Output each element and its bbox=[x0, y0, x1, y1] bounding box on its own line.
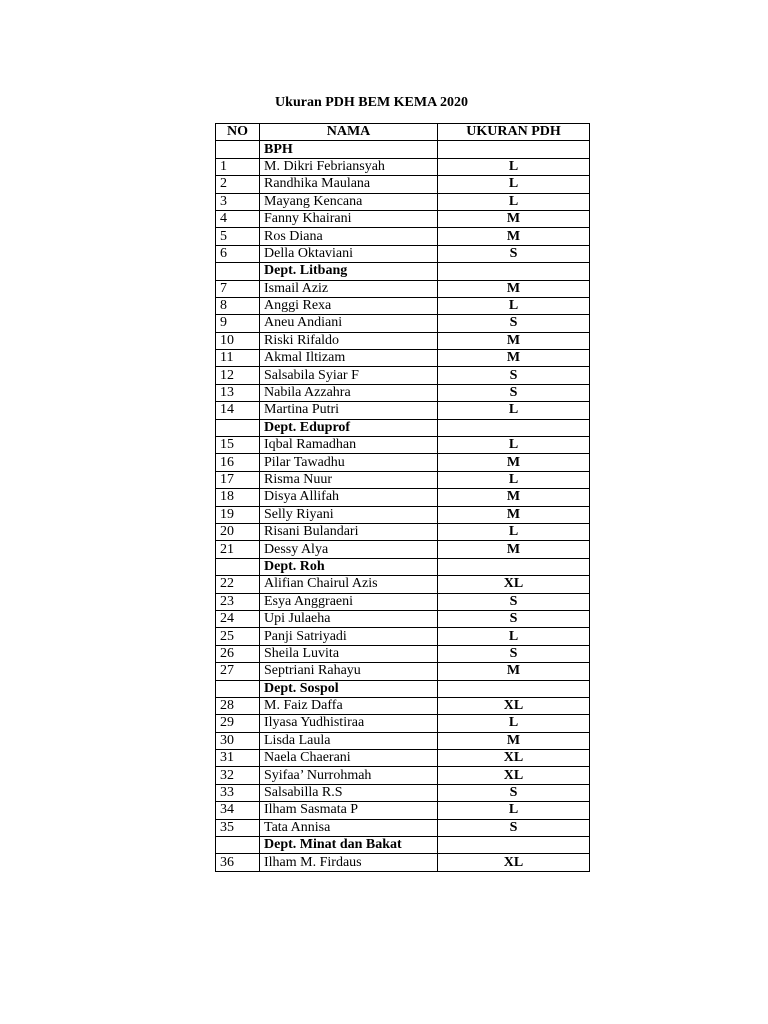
row-number: 23 bbox=[216, 593, 260, 610]
header-no: NO bbox=[216, 124, 260, 141]
section-title: Dept. Eduprof bbox=[260, 419, 438, 436]
pdh-size: S bbox=[438, 610, 590, 627]
table-row bbox=[216, 767, 590, 784]
row-number: 13 bbox=[216, 384, 260, 401]
pdh-size: M bbox=[438, 332, 590, 349]
pdh-size: M bbox=[438, 541, 590, 558]
table-header bbox=[216, 124, 590, 141]
row-number bbox=[216, 680, 260, 697]
pdh-size: M bbox=[438, 228, 590, 245]
section-title: Dept. Litbang bbox=[260, 263, 438, 280]
section-title: Dept. Sospol bbox=[260, 680, 438, 697]
table-row bbox=[216, 802, 590, 819]
header-name: NAMA bbox=[260, 124, 438, 141]
member-name: Martina Putri bbox=[260, 402, 438, 419]
pdh-size: XL bbox=[438, 576, 590, 593]
row-number: 4 bbox=[216, 210, 260, 227]
table-row bbox=[216, 541, 590, 558]
pdh-size: XL bbox=[438, 697, 590, 714]
pdh-size: M bbox=[438, 280, 590, 297]
row-number: 15 bbox=[216, 437, 260, 454]
table-row bbox=[216, 471, 590, 488]
pdh-size bbox=[438, 141, 590, 158]
pdh-size: M bbox=[438, 454, 590, 471]
pdh-size: L bbox=[438, 297, 590, 314]
row-number: 11 bbox=[216, 350, 260, 367]
row-number: 10 bbox=[216, 332, 260, 349]
table-row bbox=[216, 523, 590, 540]
pdh-size bbox=[438, 419, 590, 436]
section-title: BPH bbox=[260, 141, 438, 158]
table-row bbox=[216, 628, 590, 645]
member-name: Ilham Sasmata P bbox=[260, 802, 438, 819]
row-number: 34 bbox=[216, 802, 260, 819]
table-row bbox=[216, 210, 590, 227]
member-name: Ismail Aziz bbox=[260, 280, 438, 297]
row-number bbox=[216, 419, 260, 436]
member-name: Alifian Chairul Azis bbox=[260, 576, 438, 593]
pdh-size: XL bbox=[438, 854, 590, 871]
table-row bbox=[216, 315, 590, 332]
row-number: 17 bbox=[216, 471, 260, 488]
member-name: Septriani Rahayu bbox=[260, 663, 438, 680]
member-name: Disya Allifah bbox=[260, 489, 438, 506]
table-row bbox=[216, 697, 590, 714]
member-name: Randhika Maulana bbox=[260, 176, 438, 193]
row-number: 2 bbox=[216, 176, 260, 193]
table-row bbox=[216, 610, 590, 627]
row-number: 25 bbox=[216, 628, 260, 645]
pdh-size: L bbox=[438, 715, 590, 732]
pdh-size-table bbox=[215, 123, 590, 872]
table-row bbox=[216, 332, 590, 349]
table-row bbox=[216, 576, 590, 593]
table-row bbox=[216, 489, 590, 506]
pdh-size: M bbox=[438, 350, 590, 367]
row-number: 36 bbox=[216, 854, 260, 871]
member-name: Panji Satriyadi bbox=[260, 628, 438, 645]
row-number: 26 bbox=[216, 645, 260, 662]
row-number: 9 bbox=[216, 315, 260, 332]
section-row bbox=[216, 680, 590, 697]
row-number: 30 bbox=[216, 732, 260, 749]
row-number: 29 bbox=[216, 715, 260, 732]
member-name: Akmal Iltizam bbox=[260, 350, 438, 367]
row-number bbox=[216, 141, 260, 158]
row-number: 20 bbox=[216, 523, 260, 540]
table-row bbox=[216, 715, 590, 732]
row-number bbox=[216, 558, 260, 575]
member-name: Fanny Khairani bbox=[260, 210, 438, 227]
pdh-size: L bbox=[438, 176, 590, 193]
section-title: Dept. Roh bbox=[260, 558, 438, 575]
member-name: Nabila Azzahra bbox=[260, 384, 438, 401]
pdh-size: L bbox=[438, 158, 590, 175]
row-number: 33 bbox=[216, 784, 260, 801]
member-name: Ilham M. Firdaus bbox=[260, 854, 438, 871]
member-name: Aneu Andiani bbox=[260, 315, 438, 332]
table-row bbox=[216, 280, 590, 297]
pdh-size: L bbox=[438, 802, 590, 819]
member-name: Risma Nuur bbox=[260, 471, 438, 488]
table-row bbox=[216, 506, 590, 523]
pdh-size: XL bbox=[438, 750, 590, 767]
pdh-size: L bbox=[438, 437, 590, 454]
member-name: Naela Chaerani bbox=[260, 750, 438, 767]
section-row bbox=[216, 558, 590, 575]
pdh-size: XL bbox=[438, 767, 590, 784]
table-row bbox=[216, 784, 590, 801]
row-number: 27 bbox=[216, 663, 260, 680]
member-name: Salsabilla R.S bbox=[260, 784, 438, 801]
row-number: 18 bbox=[216, 489, 260, 506]
pdh-size: S bbox=[438, 384, 590, 401]
member-name: Tata Annisa bbox=[260, 819, 438, 836]
table-row bbox=[216, 732, 590, 749]
pdh-size: S bbox=[438, 367, 590, 384]
section-row bbox=[216, 837, 590, 854]
row-number: 3 bbox=[216, 193, 260, 210]
member-name: Risani Bulandari bbox=[260, 523, 438, 540]
pdh-size: L bbox=[438, 523, 590, 540]
row-number bbox=[216, 263, 260, 280]
table-row bbox=[216, 593, 590, 610]
pdh-size bbox=[438, 680, 590, 697]
row-number: 14 bbox=[216, 402, 260, 419]
section-row bbox=[216, 141, 590, 158]
table-row bbox=[216, 750, 590, 767]
row-number: 8 bbox=[216, 297, 260, 314]
member-name: Ilyasa Yudhistiraa bbox=[260, 715, 438, 732]
member-name: Upi Julaeha bbox=[260, 610, 438, 627]
pdh-size: S bbox=[438, 315, 590, 332]
section-title: Dept. Minat dan Bakat bbox=[260, 837, 438, 854]
pdh-size: L bbox=[438, 402, 590, 419]
table-row bbox=[216, 454, 590, 471]
row-number: 31 bbox=[216, 750, 260, 767]
pdh-size bbox=[438, 837, 590, 854]
pdh-size: S bbox=[438, 245, 590, 262]
member-name: Esya Anggraeni bbox=[260, 593, 438, 610]
row-number: 24 bbox=[216, 610, 260, 627]
table-body bbox=[216, 141, 590, 871]
member-name: Dessy Alya bbox=[260, 541, 438, 558]
table-row bbox=[216, 663, 590, 680]
row-number: 28 bbox=[216, 697, 260, 714]
pdh-size: L bbox=[438, 193, 590, 210]
pdh-size: M bbox=[438, 489, 590, 506]
table-row bbox=[216, 228, 590, 245]
member-name: Mayang Kencana bbox=[260, 193, 438, 210]
pdh-size: M bbox=[438, 210, 590, 227]
header-row bbox=[216, 124, 590, 141]
table-row bbox=[216, 402, 590, 419]
table-row bbox=[216, 297, 590, 314]
table-row bbox=[216, 384, 590, 401]
row-number: 16 bbox=[216, 454, 260, 471]
table-row bbox=[216, 176, 590, 193]
member-name: Pilar Tawadhu bbox=[260, 454, 438, 471]
row-number: 6 bbox=[216, 245, 260, 262]
document-title bbox=[0, 94, 768, 112]
pdh-size bbox=[438, 558, 590, 575]
member-name: Riski Rifaldo bbox=[260, 332, 438, 349]
header-size: UKURAN PDH bbox=[438, 124, 590, 141]
pdh-size: M bbox=[438, 732, 590, 749]
member-name: Selly Riyani bbox=[260, 506, 438, 523]
pdh-size: M bbox=[438, 663, 590, 680]
table-row bbox=[216, 437, 590, 454]
row-number: 32 bbox=[216, 767, 260, 784]
table-row bbox=[216, 158, 590, 175]
member-name: Anggi Rexa bbox=[260, 297, 438, 314]
pdh-size: S bbox=[438, 784, 590, 801]
pdh-size: S bbox=[438, 819, 590, 836]
row-number: 22 bbox=[216, 576, 260, 593]
table-row bbox=[216, 350, 590, 367]
row-number bbox=[216, 837, 260, 854]
document-title-text: Ukuran PDH BEM KEMA 2020 bbox=[275, 95, 468, 110]
member-name: Della Oktaviani bbox=[260, 245, 438, 262]
pdh-size: M bbox=[438, 506, 590, 523]
member-name: Syifaa’ Nurrohmah bbox=[260, 767, 438, 784]
member-name: Ros Diana bbox=[260, 228, 438, 245]
member-name: Lisda Laula bbox=[260, 732, 438, 749]
member-name: Sheila Luvita bbox=[260, 645, 438, 662]
pdh-size bbox=[438, 263, 590, 280]
member-name: Salsabila Syiar F bbox=[260, 367, 438, 384]
table-row bbox=[216, 819, 590, 836]
row-number: 19 bbox=[216, 506, 260, 523]
row-number: 12 bbox=[216, 367, 260, 384]
pdh-size: L bbox=[438, 628, 590, 645]
row-number: 7 bbox=[216, 280, 260, 297]
row-number: 1 bbox=[216, 158, 260, 175]
table-row bbox=[216, 193, 590, 210]
section-row bbox=[216, 419, 590, 436]
member-name: M. Faiz Daffa bbox=[260, 697, 438, 714]
member-name: M. Dikri Febriansyah bbox=[260, 158, 438, 175]
row-number: 21 bbox=[216, 541, 260, 558]
pdh-size: L bbox=[438, 471, 590, 488]
table-row bbox=[216, 645, 590, 662]
row-number: 35 bbox=[216, 819, 260, 836]
pdh-size: S bbox=[438, 645, 590, 662]
member-name: Iqbal Ramadhan bbox=[260, 437, 438, 454]
row-number: 5 bbox=[216, 228, 260, 245]
table-row bbox=[216, 245, 590, 262]
table-row bbox=[216, 367, 590, 384]
pdh-size: S bbox=[438, 593, 590, 610]
table-row bbox=[216, 854, 590, 871]
section-row bbox=[216, 263, 590, 280]
